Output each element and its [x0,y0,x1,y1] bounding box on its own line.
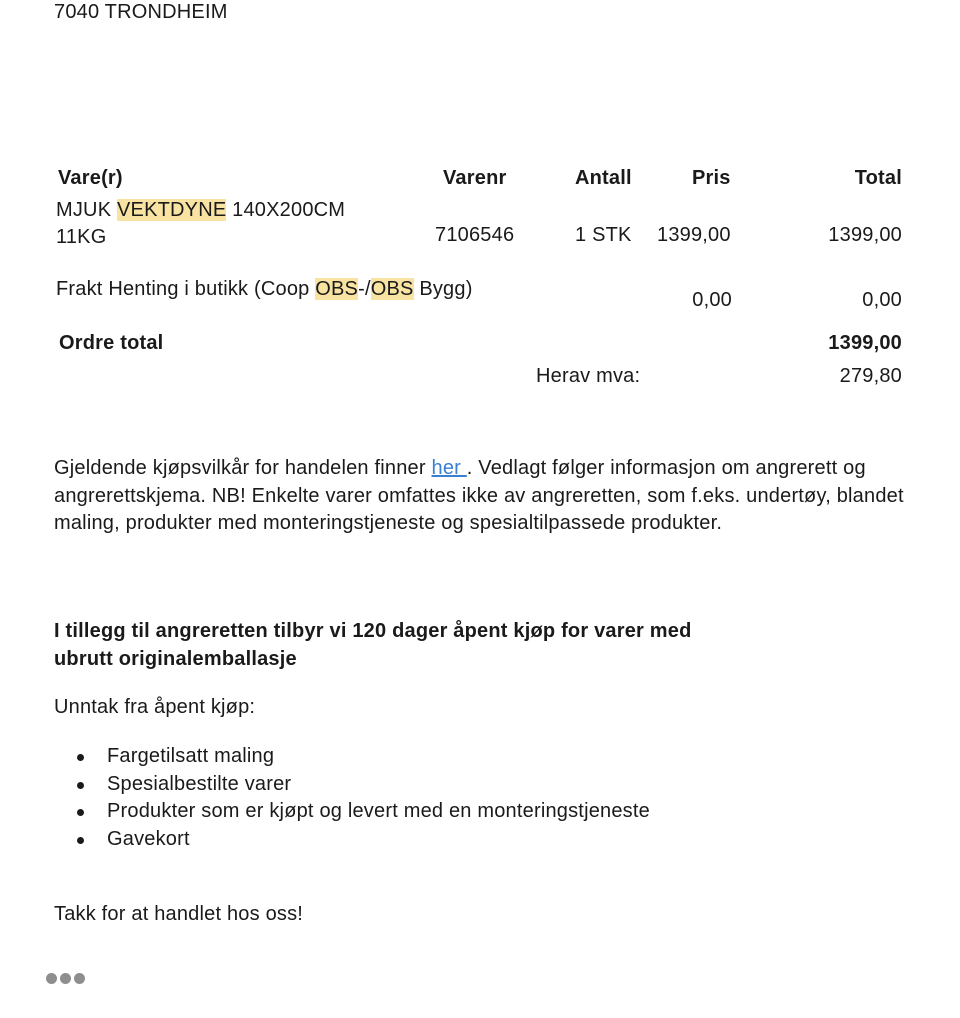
list-item: Produkter som er kjøpt og levert med en monteringstjeneste [54,798,650,826]
order-total-value: 1399,00 [828,332,902,354]
list-item: Spesialbestilte varer [54,771,650,799]
shipping-label-part2: -/ [358,278,371,300]
product-name-highlight: VEKTDYNE [117,199,227,221]
product-name-part1: MJUK [56,199,117,221]
exceptions-label: Unntak fra åpent kjøp: [54,696,256,718]
closing-thanks: Takk for at handlet hos oss! [54,903,304,925]
shipping-label-part1: Frakt Henting i butikk (Coop [56,278,316,300]
open-purchase-heading-line2: ubrutt originalemballasje [54,648,297,670]
header-item-no: Varenr [443,167,507,189]
vat-label: Herav mva: [536,365,641,387]
product-total: 1399,00 [828,224,902,246]
open-purchase-heading-line1: I tillegg til angreretten tilbyr vi 120 dager åpent kjøp for varer med [54,620,692,642]
product-name [56,199,345,222]
dot [60,973,71,984]
list-item: Fargetilsatt maling [54,743,650,771]
more-dots-icon[interactable] [46,973,85,984]
list-item: Gavekort [54,826,650,854]
exceptions-list [54,743,650,853]
vat-value: 279,80 [839,365,902,387]
dot [74,973,85,984]
header-price: Pris [692,167,731,189]
product-price: 1399,00 [657,224,731,246]
shipping-price: 0,00 [692,289,732,311]
shipping-highlight-1: OBS [315,278,359,300]
product-name-part2: 140X200CM [226,199,346,221]
terms-link[interactable]: her [431,457,467,479]
terms-paragraph [54,455,904,538]
order-total-label: Ordre total [59,332,164,354]
address-city-line: 7040 TRONDHEIM [54,1,228,23]
header-quantity: Antall [575,167,632,189]
terms-text-after-link: . Vedlagt følger informasjon om angrerett og angrerettskjema. NB! Enkelte varer omfattes ikke av angreretten, som f.eks. undertøy, blandet maling, produkter med monteringstjeneste og spesialtilpassede produkter. [54,457,904,534]
product-item-no: 7106546 [435,224,515,246]
terms-text-before-link: Gjeldende kjøpsvilkår for handelen finner [54,457,432,479]
product-quantity: 1 STK [575,224,632,246]
shipping-label-part3: Bygg) [413,278,473,300]
shipping-total: 0,00 [862,289,902,311]
header-total: Total [854,167,902,189]
dot [46,973,57,984]
header-item: Vare(r) [58,167,123,189]
product-name-line2: 11KG [56,226,107,248]
shipping-label [56,278,473,301]
shipping-highlight-2: OBS [370,278,414,300]
